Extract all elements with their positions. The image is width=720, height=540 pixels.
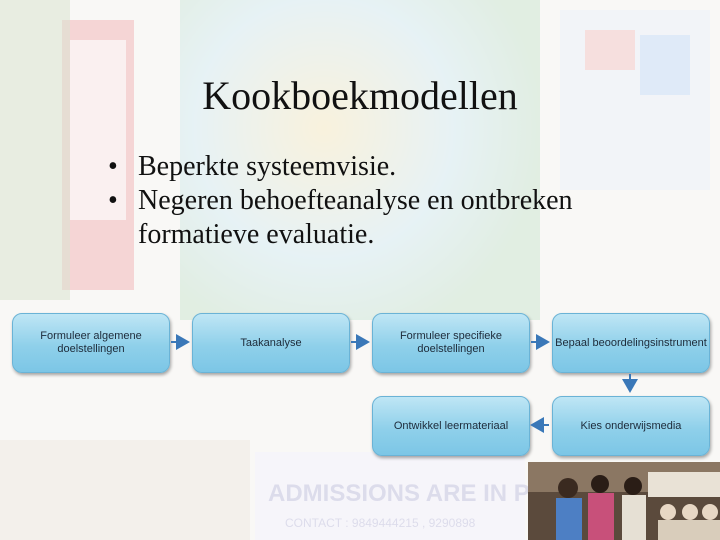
bullet-icon: • <box>108 185 118 216</box>
flow-step-task-analysis <box>192 313 350 373</box>
flow-step-label: Kies onderwijsmedia <box>580 419 682 432</box>
flow-step-assessment-instrument <box>552 313 710 373</box>
bullet-icon: • <box>108 151 118 182</box>
bullet-item <box>108 150 668 184</box>
bullet-text: Beperkte systeemvisie. <box>138 151 397 182</box>
flow-step-label: Ontwikkel leermateriaal <box>393 419 509 432</box>
bullet-item <box>108 184 668 252</box>
classroom-photo <box>528 462 720 540</box>
flow-step-general-objectives <box>12 313 170 373</box>
flow-step-label: Formuleer algemene doelstellingen <box>40 330 142 355</box>
flow-step-specific-objectives <box>372 313 530 373</box>
flow-step-media <box>552 396 710 456</box>
bullet-text: Negeren behoefteanalyse en ontbreken formatieve evaluatie. <box>138 185 573 250</box>
flow-step-label: Taakanalyse <box>240 336 302 349</box>
bullet-list <box>108 150 668 252</box>
slide-title: Kookboekmodellen <box>202 73 518 118</box>
flow-step-label: Bepaal beoordelingsinstrument <box>555 336 707 349</box>
flow-step-label: Formuleer specifieke doelstellingen <box>399 330 503 355</box>
flow-step-learning-material <box>372 396 530 456</box>
